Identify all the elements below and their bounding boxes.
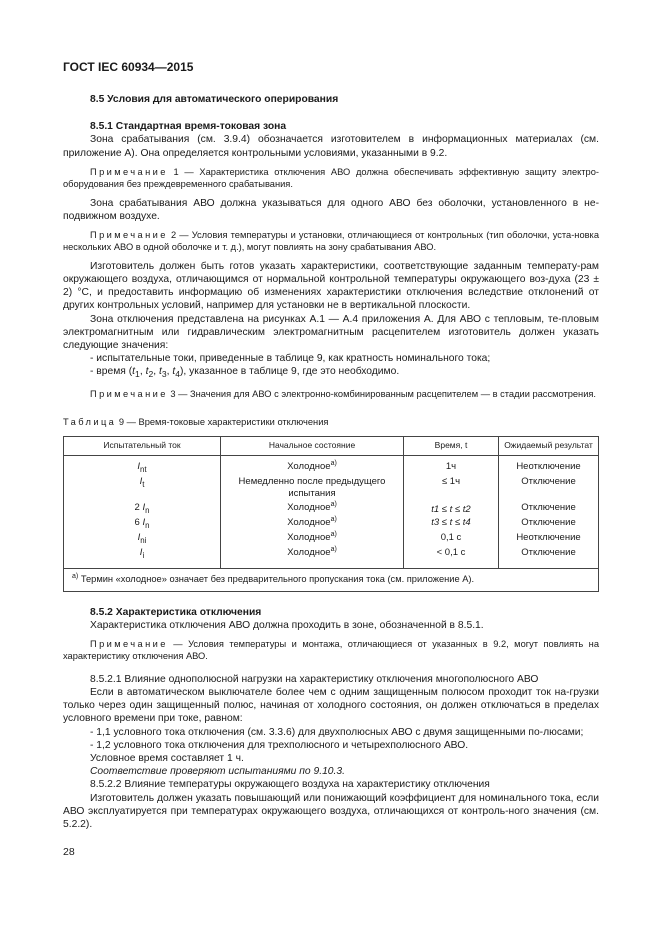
section-title-8-5: 8.5 Условия для автоматического оперирования: [90, 94, 339, 105]
expected-result: Отключение: [499, 547, 599, 569]
note-label: Примечание: [90, 639, 168, 650]
expected-result: Неотключение: [499, 532, 599, 547]
list-item: - испытательные токи, приведенные в таблице 9, как кратность номинального тока;: [90, 353, 491, 365]
test-current: $I_{ni}$: [64, 532, 221, 547]
note-label: Примечание: [90, 166, 168, 177]
note-label: Примечание: [90, 230, 168, 241]
expected-result: Отключение: [499, 517, 599, 532]
paragraph: Зона срабатывания АВО должна указываться для одного АВО без оболочки, установленного в не-подвижном воздухе.: [63, 197, 599, 222]
table-header-row: [64, 437, 599, 455]
table-caption: Таблица 9 — Время-токовые характеристики отключения: [63, 417, 329, 428]
section-title-8-5-1: 8.5.1 Стандартная время-токовая зона: [90, 121, 287, 133]
initial-state: Холодное$^{а)}$: [221, 547, 404, 569]
time: 0,1 с: [404, 532, 499, 547]
test-current: $I_t$: [64, 476, 221, 500]
time-current-table: [63, 436, 599, 591]
list-item: - время ($t_1$, $t_2$, $t_3$, $t_4$), указанное в таблице 9, где это необходимо.: [90, 366, 400, 380]
table-row: [64, 517, 599, 532]
test-current: 2 $I_n$: [64, 500, 221, 517]
page-number: 28: [63, 846, 75, 858]
note: [63, 638, 599, 663]
paragraph: 8.5.2.1 Влияние однополюсной нагрузки на характеристику отключения многополюсного АВО: [90, 673, 539, 685]
time: < 0,1 с: [404, 547, 499, 569]
note-1: [63, 166, 599, 191]
section-title-8-5-2: 8.5.2 Характеристика отключения: [90, 606, 262, 618]
table-footnote-row: [64, 569, 599, 591]
expected-result: Отключение: [499, 500, 599, 517]
time: t3 ≤ t ≤ t4: [404, 517, 499, 532]
note-text: — Условия температуры и монтажа, отличающиеся от указанных в 9.2, могут повлиять на характеристику отключения АВО.: [63, 639, 599, 662]
note-label: Примечание: [90, 388, 168, 399]
note-text: 2 — Условия температуры и установки, отличающиеся от контрольных (тип оболочки, уста-новка нескольких АВО в одной оболочке и т. д.), могут повлиять на зону срабатывания АВО.: [63, 230, 599, 253]
table-row: [64, 476, 599, 500]
time: t1 ≤ t ≤ t2: [404, 500, 499, 517]
paragraph: Условное время составляет 1 ч.: [90, 753, 244, 765]
note-2: [63, 229, 599, 254]
document-header: ГОСТ IEC 60934—2015: [63, 60, 194, 74]
expected-result: Отключение: [499, 476, 599, 500]
paragraph: Изготовитель должен быть готов указать характеристики, соответствующие заданным температу-рам окружающего воздуха, отличающимся от нормальной контрольной температуры окружающего воз-духа (23 ± 2) °С, и предоставить информацию об изменениях характеристики отключения вследствие отклонений от других контрольных условий, например для установки не в вертикальной плоскости.: [63, 260, 599, 312]
time: 1ч: [404, 455, 499, 476]
test-current: $I_{nt}$: [64, 455, 221, 476]
note-text: 1 — Характеристика отключения АВО должна обеспечивать эффективную защиту электро-оборудования без преждевременного срабатывания.: [63, 166, 599, 190]
note-text: 3 — Значения для АВО с электронно-комбинированным расцепителем — в стадии рассмотрения.: [170, 388, 597, 399]
paragraph: Характеристика отключения АВО должна проходить в зоне, обозначенной в 8.5.1.: [90, 619, 484, 631]
list-item: - 1,1 условного тока отключения (см. 3.3.6) для двухполюсных АВО с двумя защищенными по-люсами;: [90, 726, 584, 738]
table-header-cell: Испытательный ток: [64, 437, 221, 455]
paragraph: Зона срабатывания (см. 3.9.4) обозначается изготовителем в информационных материалах (см. приложение А). Она определяется контрольными условиями, указанными в 9.2.: [63, 134, 599, 159]
paragraph: Изготовитель должен указать повышающий или понижающий коэффициент для номинального тока, если АВО эксплуатируется при температурах окружающего воздуха, отличающихся от контроль-ного значения (см. 5.2.2).: [63, 792, 599, 831]
list-item: - 1,2 условного тока отключения для трехполюсного и четырехполюсного АВО.: [90, 739, 469, 751]
table-row: [64, 455, 599, 476]
initial-state: Холодное$^{а)}$: [221, 455, 404, 476]
paragraph: Если в автоматическом выключателе более чем с одним защищенным полюсом проходит ток на-грузки только через один защищенный полюс, начиная от холодного состояния, он должен отключаться в пределах условного времени при токе, равном:: [63, 687, 599, 725]
expected-result: Неотключение: [499, 455, 599, 476]
table-header-cell: Время, t: [404, 437, 499, 455]
note-3: [63, 388, 599, 400]
test-current: $I_i$: [64, 547, 221, 569]
initial-state: Холодное$^{а)}$: [221, 532, 404, 547]
table-row: [64, 532, 599, 547]
initial-state: Холодное$^{а)}$: [221, 500, 404, 517]
time: ≤ 1ч: [404, 476, 499, 500]
table-header-cell: Начальное состояние: [221, 437, 404, 455]
initial-state: Немедленно после предыдущего испытания: [221, 476, 404, 500]
paragraph: Соответствие проверяют испытаниями по 9.10.3.: [90, 766, 345, 778]
initial-state: Холодное$^{а)}$: [221, 517, 404, 532]
table-row: [64, 500, 599, 517]
paragraph: 8.5.2.2 Влияние температуры окружающего воздуха на характеристику отключения: [90, 779, 490, 791]
test-current: 6 $I_n$: [64, 517, 221, 532]
table-row: [64, 547, 599, 569]
document-body: [63, 93, 599, 831]
paragraph: Зона отключения представлена на рисунках А.1 — А.4 приложения А. Для АВО с тепловым, те-пловым электромагнитным или гидравлическим электромагнитным расцепителем изготовитель должен указать следующие значения:: [63, 313, 599, 352]
table-footnote: $^{а)}$ Термин «холодное» означает без предварительного пропускания тока (см. приложение А).: [64, 569, 599, 591]
table-header-cell: Ожидаемый результат: [499, 437, 599, 455]
